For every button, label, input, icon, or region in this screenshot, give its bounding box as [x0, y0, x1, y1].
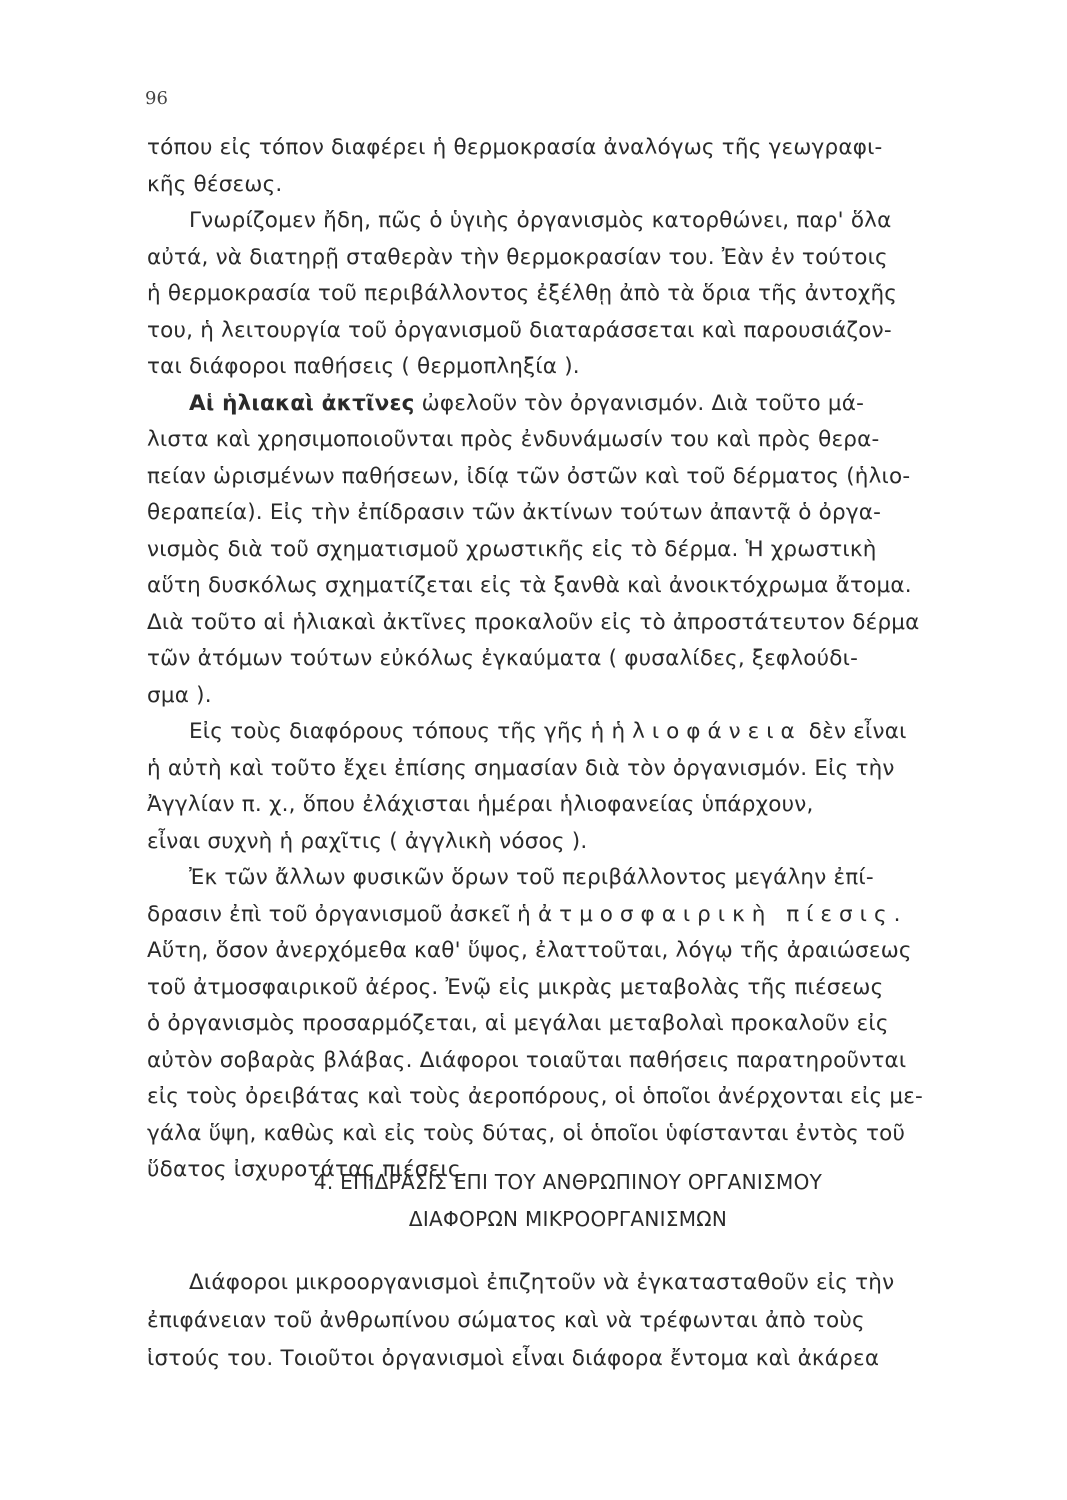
text-line: τῶν ἀτόμων τούτων εὐκόλως ἐγκαύματα ( φυσαλίδες, ξεφλούδι- — [147, 646, 859, 671]
text-line: ἡ αὐτὴ καὶ τοῦτο ἔχει ἐπίσης σημασίαν διὰ τὸν ὀργανισμόν. Εἰς τὴν — [147, 755, 895, 781]
text-line: κῆς θέσεως. — [147, 171, 283, 197]
text-line: αὐτὸν σοβαρὰς βλάβας. Διάφοροι τοιαῦται παθήσεις παρατηροῦνται — [147, 1047, 907, 1073]
text-line: ἱστούς του. Τοιοῦτοι ὀργανισμοὶ εἶναι διάφορα ἔντομα καὶ ἀκάρεα — [147, 1346, 880, 1371]
text-line: εἶναι συχνὴ ἡ ραχῖτις ( ἀγγλικὴ νόσος ). — [147, 828, 588, 854]
text-line: ται διάφοροι παθήσεις ( θερμοπληξία ). — [147, 354, 580, 379]
text-line: ὁ ὀργανισμὸς προσαρμόζεται, αἱ μεγάλαι μεταβολαὶ προκαλοῦν εἰς — [147, 1011, 889, 1036]
bold-term: Αἱ ἡλιακαὶ ἀκτῖνες — [189, 390, 415, 416]
text-span: δρασιν ἐπὶ τοῦ ὀργανισμοῦ ἀσκεῖ ἡ — [147, 901, 538, 927]
text-line: αὕτη δυσκόλως σχηματίζεται εἰς τὰ ξανθὰ καὶ ἀνοικτόχρωμα ἄτομα. — [147, 573, 912, 598]
text-line: αὐτά, νὰ διατηρῇ σταθερὰν τὴν θερμοκρασίαν του. Ἐὰν ἐν τούτοις — [147, 244, 888, 270]
page-number: 96 — [145, 88, 168, 109]
text-line: Ἀγγλίαν π. χ., ὅπου ἐλάχισται ἡμέραι ἡλιοφανείας ὑπάρχουν, — [147, 792, 814, 817]
text-line: Διάφοροι μικροοργανισμοὶ ἐπιζητοῦν νὰ ἐγκατασταθοῦν εἰς τὴν — [189, 1270, 895, 1295]
text-line: Γνωρίζομεν ἤδη, πῶς ὁ ὑγιὴς ὀργανισμὸς κατορθώνει, παρ' ὅλα — [189, 208, 892, 233]
section-heading-line-1: 4. ΕΠΙΔΡΑΣΙΣ ΕΠΙ ΤΟΥ ΑΝΘΡΩΠΙΝΟΥ ΟΡΓΑΝΙΣΜΟΥ — [313, 1170, 823, 1194]
section-text — [147, 1264, 989, 1378]
text-line: εἰς τοὺς ὀρειβάτας καὶ τοὺς ἀεροπόρους, οἱ ὁποῖοι ἀνέρχονται εἰς με- — [147, 1084, 923, 1109]
text-line: τοῦ ἀτμοσφαιρικοῦ ἀέρος. Ἐνῷ εἰς μικρὰς μεταβολὰς τῆς πιέσεως — [147, 974, 884, 1000]
text-line: θεραπεία). Εἰς τὴν ἐπίδρασιν τῶν ἀκτίνων τούτων ἀπαντᾷ ὁ ὀργα- — [147, 500, 882, 525]
text-line: λιστα καὶ χρησιμοποιοῦνται πρὸς ἐνδυνάμωσίν του καὶ πρὸς θερα- — [147, 427, 880, 452]
text-line: ἐπιφάνειαν τοῦ ἀνθρωπίνου σώματος καὶ νὰ τρέφωνται ἀπὸ τοὺς — [147, 1308, 865, 1333]
text-line: του, ἡ λειτουργία τοῦ ὀργανισμοῦ διαταράσσεται καὶ παρουσιάζον- — [147, 317, 892, 343]
spaced-term: ἀτμοσφαιρικὴ πίεσις. — [537, 901, 908, 927]
body-text — [147, 130, 989, 1189]
text-line: πείαν ὡρισμένων παθήσεων, ἰδίᾳ τῶν ὀστῶν καὶ τοῦ δέρματος (ἡλιο- — [147, 463, 911, 489]
text-line: Αὕτη, ὅσον ἀνερχόμεθα καθ' ὕψος, ἐλαττοῦται, λόγῳ τῆς ἀραιώσεως — [147, 938, 912, 963]
text-line: σμα ). — [147, 682, 212, 708]
text-line: γάλα ὕψη, καθὼς καὶ εἰς τοὺς δύτας, οἱ ὁποῖοι ὑφίστανται ἐντὸς τοῦ — [147, 1120, 906, 1146]
text-line: νισμὸς διὰ τοῦ σχηματισμοῦ χρωστικῆς εἰς τὸ δέρμα. Ἡ χρωστικὴ — [147, 536, 877, 562]
text-span: ὠφελοῦν τὸν ὀργανισμόν. Διὰ τοῦτο μά- — [414, 390, 865, 416]
text-line: Διὰ τοῦτο αἱ ἡλιακαὶ ἀκτῖνες προκαλοῦν εἰς τὸ ἀπροστάτευτον δέρμα — [147, 609, 920, 635]
section-heading-line-2: ΔΙΑΦΟΡΩΝ ΜΙΚΡΟΟΡΓΑΝΙΣΜΩΝ — [408, 1207, 728, 1231]
text-line: ἡ θερμοκρασία τοῦ περιβάλλοντος ἐξέλθῃ ἀπὸ τὰ ὅρια τῆς ἀντοχῆς — [147, 281, 898, 306]
text-span: Εἰς τοὺς διαφόρους τόπους τῆς γῆς ἡ — [189, 719, 612, 744]
text-line: Ἐκ τῶν ἄλλων φυσικῶν ὅρων τοῦ περιβάλλοντος μεγάλην ἐπί- — [189, 865, 874, 890]
text-line — [147, 714, 989, 751]
text-span: δὲν εἶναι — [801, 719, 907, 744]
text-line: τόπου εἰς τόπον διαφέρει ἡ θερμοκρασία ἀναλόγως τῆς γεωγραφι- — [147, 135, 883, 160]
text-line: ὕδατος ἰσχυροτάτας πιέσεις. — [147, 1157, 468, 1182]
spaced-term: ἡλιοφάνεια — [611, 719, 802, 744]
text-line — [147, 386, 989, 423]
text-line — [147, 897, 989, 934]
